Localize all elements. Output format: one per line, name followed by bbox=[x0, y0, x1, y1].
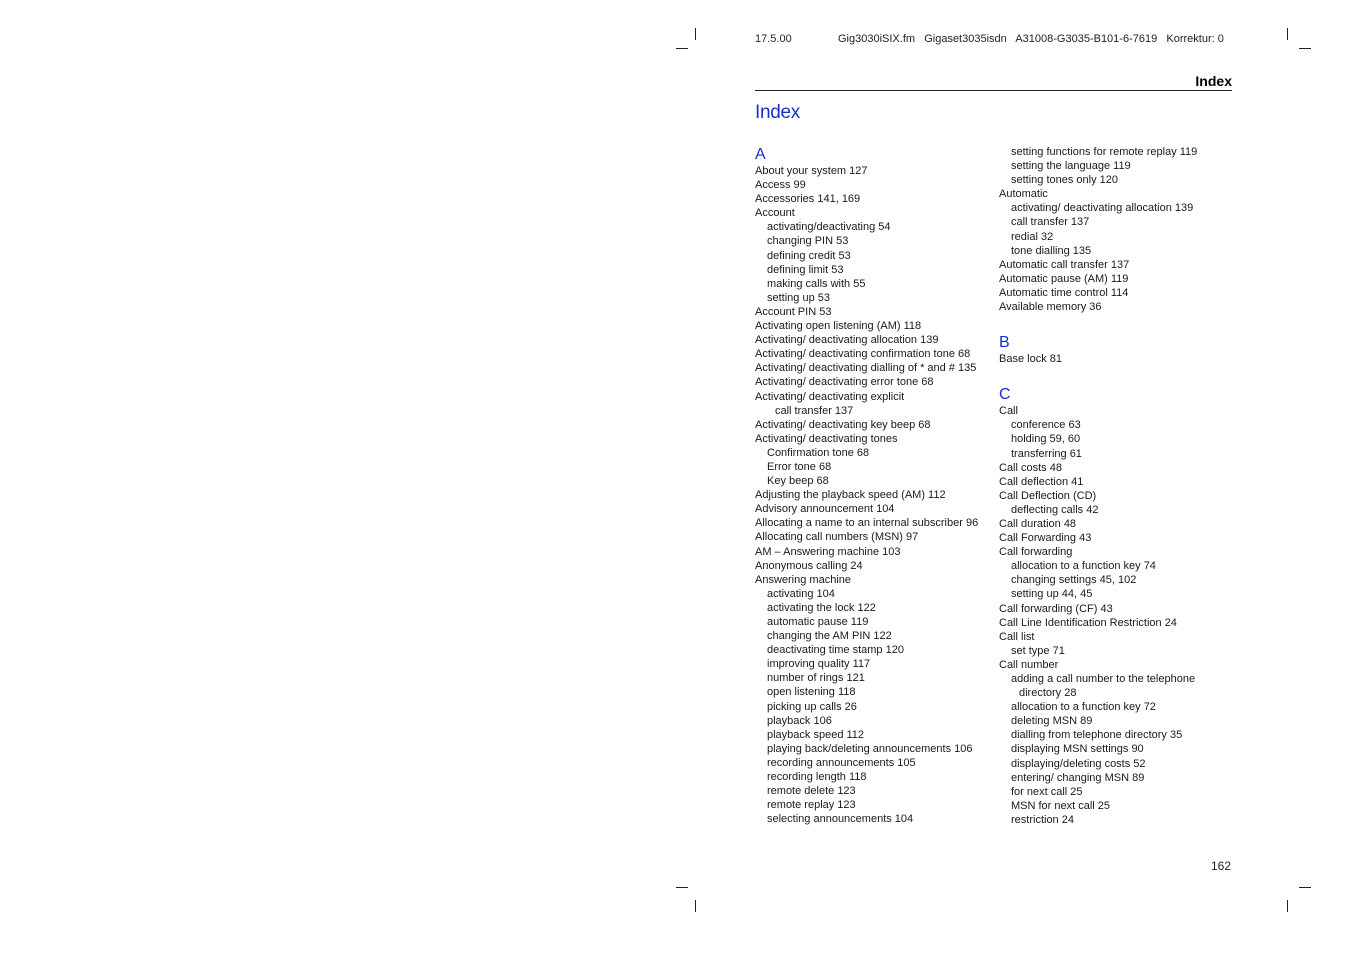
index-subentry: open listening 118 bbox=[767, 686, 856, 699]
crop-mark bbox=[1287, 900, 1288, 912]
index-subentry: entering/ changing MSN 89 bbox=[1011, 771, 1145, 784]
page-title: Index bbox=[755, 102, 800, 123]
index-subentry: holding 59, 60 bbox=[1011, 433, 1081, 446]
index-subentry: playback speed 112 bbox=[767, 728, 865, 741]
index-letter-heading: B bbox=[999, 334, 1010, 352]
index-subentry: conference 63 bbox=[1011, 419, 1081, 432]
index-subentry: playing back/deleting announcements 106 bbox=[767, 742, 973, 755]
index-subentry: set type 71 bbox=[1011, 644, 1065, 657]
index-letter-heading: A bbox=[755, 146, 766, 163]
index-subentry: changing the AM PIN 122 bbox=[767, 630, 892, 643]
index-subentry: adding a call number to the telephone bbox=[1011, 673, 1196, 685]
index-entry: Automatic bbox=[999, 188, 1048, 201]
index-subentry: deactivating time stamp 120 bbox=[767, 644, 904, 657]
index-entry: Activating/ deactivating error tone 68 bbox=[755, 376, 934, 389]
header-rule bbox=[755, 90, 1232, 91]
index-entry: Call deflection 41 bbox=[999, 475, 1084, 488]
page-number: 162 bbox=[1210, 859, 1231, 873]
index-subentry: Error tone 68 bbox=[767, 460, 832, 473]
index-subentry: activating/deactivating 54 bbox=[767, 221, 891, 234]
index-letter-heading: C bbox=[999, 386, 1011, 404]
index-subentry: MSN for next call 25 bbox=[1011, 799, 1111, 812]
index-subentry: making calls with 55 bbox=[767, 277, 866, 290]
index-entry: Call bbox=[999, 405, 1018, 418]
index-entry: Answering machine bbox=[755, 573, 851, 586]
index-subentry: Key beep 68 bbox=[767, 475, 829, 488]
index-subentry: automatic pause 119 bbox=[767, 616, 869, 628]
index-subentry: recording announcements 105 bbox=[767, 756, 916, 769]
index-subentry: changing PIN 53 bbox=[767, 235, 849, 248]
index-subentry: remote replay 123 bbox=[767, 799, 856, 812]
index-subentry: dialling from telephone directory 35 bbox=[1011, 729, 1183, 742]
index-subentry: tone dialling 135 bbox=[1011, 244, 1092, 257]
index-entry: Call forwarding bbox=[999, 546, 1073, 559]
index-entry: Call number bbox=[999, 658, 1059, 671]
index-entry: Activating/ deactivating dialling of * and # 135 bbox=[755, 362, 977, 375]
print-file-info: Gig3030iSIX.fm Gigaset3035isdn A31008-G3035-B101-6-7619 Korrektur: 0 bbox=[838, 33, 1224, 45]
index-subentry: number of rings 121 bbox=[767, 672, 865, 685]
index-subentry: activating/ deactivating allocation 139 bbox=[1011, 202, 1194, 215]
index-subentry: transferring 61 bbox=[1011, 447, 1082, 460]
index-subentry: remote delete 123 bbox=[767, 785, 856, 798]
index-entry: Automatic pause (AM) 119 bbox=[999, 272, 1129, 285]
index-entry: Call forwarding (CF) 43 bbox=[999, 602, 1113, 615]
crop-mark bbox=[676, 887, 688, 888]
index-entry: Accessories 141, 169 bbox=[755, 193, 861, 206]
index-subentry: displaying/deleting costs 52 bbox=[1011, 757, 1146, 770]
crop-mark bbox=[1287, 28, 1288, 40]
index-entry: Activating/ deactivating tones bbox=[755, 432, 898, 445]
index-entry: Access 99 bbox=[755, 179, 806, 192]
index-subentry: picking up calls 26 bbox=[767, 700, 857, 713]
crop-mark bbox=[695, 900, 696, 912]
crop-mark bbox=[695, 28, 696, 40]
index-subentry: improving quality 117 bbox=[767, 658, 871, 671]
index-subentry: setting functions for remote replay 119 bbox=[1011, 146, 1198, 158]
index-subentry: setting up 44, 45 bbox=[1011, 588, 1093, 601]
index-subentry: directory 28 bbox=[1019, 687, 1077, 700]
index-entry: Call costs 48 bbox=[999, 461, 1062, 474]
index-entry: Available memory 36 bbox=[999, 301, 1102, 314]
index-subentry: activating 104 bbox=[767, 587, 835, 600]
index-subentry: changing settings 45, 102 bbox=[1011, 574, 1137, 587]
index-subentry: allocation to a function key 74 bbox=[1011, 560, 1156, 573]
index-entry: About your system 127 bbox=[755, 165, 868, 177]
index-subentry: restriction 24 bbox=[1011, 813, 1074, 826]
index-entry: Account PIN 53 bbox=[755, 305, 832, 318]
index-entry: AM – Answering machine 103 bbox=[755, 545, 901, 558]
index-entry: Activating/ deactivating key beep 68 bbox=[755, 418, 931, 431]
index-entry: Automatic time control 114 bbox=[999, 286, 1129, 299]
crop-mark bbox=[676, 48, 688, 49]
index-subentry: redial 32 bbox=[1011, 230, 1054, 243]
index-subentry: setting up 53 bbox=[767, 291, 830, 304]
index-entry: Account bbox=[755, 207, 795, 220]
print-date: 17.5.00 bbox=[755, 33, 792, 45]
index-subentry: call transfer 137 bbox=[775, 404, 854, 417]
index-entry: Activating/ deactivating allocation 139 bbox=[755, 334, 939, 347]
index-subentry: playback 106 bbox=[767, 714, 832, 727]
index-entry: Automatic call transfer 137 bbox=[999, 258, 1130, 271]
index-entry: Base lock 81 bbox=[999, 353, 1062, 366]
index-column-right bbox=[999, 145, 1239, 827]
index-entry: Call duration 48 bbox=[999, 517, 1077, 530]
index-entry: Activating/ deactivating explicit bbox=[755, 390, 905, 403]
index-entry: Adjusting the playback speed (AM) 112 bbox=[755, 489, 946, 502]
index-subentry: call transfer 137 bbox=[1011, 216, 1090, 229]
index-subentry: displaying MSN settings 90 bbox=[1011, 743, 1144, 756]
index-entry: Call Deflection (CD) bbox=[999, 489, 1097, 502]
index-entry: Call Forwarding 43 bbox=[999, 532, 1092, 545]
index-column-left bbox=[755, 145, 995, 826]
running-section-label: Index bbox=[1195, 73, 1232, 89]
index-entry: Activating/ deactivating confirmation tone 68 bbox=[755, 348, 971, 361]
crop-mark bbox=[1299, 48, 1311, 49]
index-subentry: recording length 118 bbox=[767, 771, 867, 784]
index-subentry: selecting announcements 104 bbox=[767, 813, 914, 826]
index-subentry: activating the lock 122 bbox=[767, 601, 876, 614]
index-entry: Call Line Identification Restriction 24 bbox=[999, 616, 1177, 629]
index-subentry: deflecting calls 42 bbox=[1011, 503, 1099, 516]
index-subentry: deleting MSN 89 bbox=[1011, 715, 1093, 728]
index-subentry: Confirmation tone 68 bbox=[767, 446, 870, 459]
index-entry: Allocating call numbers (MSN) 97 bbox=[755, 531, 919, 544]
index-entry: Allocating a name to an internal subscriber 96 bbox=[755, 517, 979, 530]
index-entry: Call list bbox=[999, 630, 1035, 643]
index-subentry: defining credit 53 bbox=[767, 249, 851, 262]
index-subentry: defining limit 53 bbox=[767, 263, 844, 276]
index-entry: Activating open listening (AM) 118 bbox=[755, 320, 922, 333]
index-subentry: setting the language 119 bbox=[1011, 160, 1131, 173]
index-entry: Advisory announcement 104 bbox=[755, 503, 895, 516]
index-subentry: allocation to a function key 72 bbox=[1011, 701, 1156, 714]
index-entry: Anonymous calling 24 bbox=[755, 559, 863, 572]
index-subentry: setting tones only 120 bbox=[1011, 174, 1119, 187]
crop-mark bbox=[1299, 887, 1311, 888]
index-subentry: for next call 25 bbox=[1011, 785, 1083, 798]
